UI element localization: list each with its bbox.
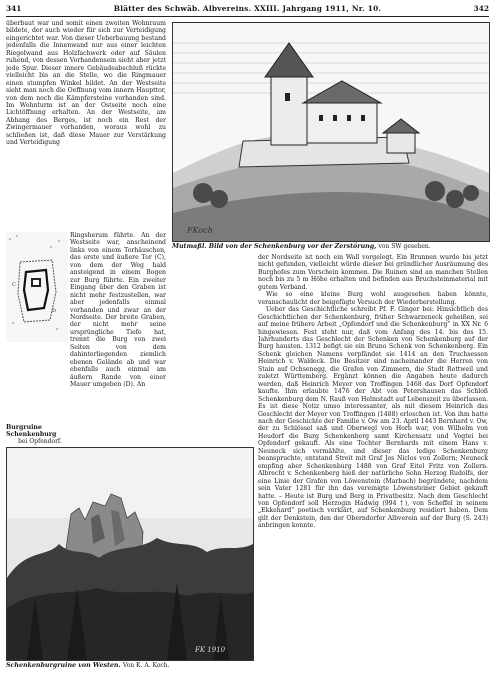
page-header: [6, 4, 489, 16]
ruin-photo: [6, 447, 254, 661]
left-column-beside-plan: [70, 232, 166, 432]
plan-caption-credit: bei Opfendorf.: [18, 438, 62, 445]
right-paragraph-3: Ueber das Geschichtliche schreibt Pf. F. Ginger bei: Hinsichtlich des Geschichtlichen der Schenkenburg, früher Schwarzeneck geheißen, sei auf meine frühere Arbeit „Opfendorf und die Schenkenburg“ in XX Nr. 6 hingewiesen. Fest steht nur, daß vom Anfang des 14. bis des 15. Jahrhunderts das Geschlecht der Schenken von Schenkenburg auf der Burg hausten. 1312 befigt sie ein Bruno Schenk von Schenkenberg. Ein Schenk gleichen Namens verpfändet sie 1414 an den Truchsessen Heinrich v. Waldeck. Die Besitzer sind nacheinander die Herren von Stain auf Ochsenegg, die Grafen von Zimmern, die Stadt Rottweil und zuletzt Württemberg. Ergänzt können die Angaben heute dadurch werden, daß Heinrich Meyer von Troffingen 1468 das Dorf Opfendorf kaufte. Ihm erlaubte 1476 der Abt von Petershausen das Schloß Schenkenburg dem N. Rauß von Helmstadt auf Lebenszeit zu überlassen. Es ist diese Notiz umso interessanter, als mit diesem Heinrich das Geschlecht der Meyer von Troffingen (1488) erloschen ist. Von ihm hatte nach der Geschichte der Familie v. Ow am 23. April 1443 Bernhard v. Ow, der zu Schlössel saß und Oberwegl von Horb war, von Wilhelm von Heudorf die Burg Schenkenberg samt Kirchensatz und Vogtei bei Opfendorf gekauft. Als eine Tochter Bernhards mit einem Hans v. Neuneck sich vermählte, und dieser das ledige Schenkenburg beanspruchte, entstand Streit mit Graf Jos Niclos von Zollern; Neuneck empfing aber Schenkenburg 1488 von Graf Eitel Fritz von Zollern. Albrecht v. Schenkenberg hieß der natürliche Sohn Herzog Rudolfs, der eine Linie der Grafen von Löwenstein (Marbach) begründete, nachdem sein Vater 1281 für ihn das vereinigte Löwensteiner Gebiet gekauft hatte. – Heute ist Burg und Berg in Privatbesitz. Nach dem Geschlecht von Opfendorf soll Herzogin Hadwig (994 †), von Scheffel in seinem „Ekkehard“ poetisch verklärt, auf Schenkenburg residiert haben. Dem gilt der Denkstein, den der Oberndorfer Albverein auf der Burg (S. 243) anbringen konnte.: [258, 306, 488, 530]
plan-caption-title: Burgruine Schenkenburg: [6, 424, 57, 438]
photo-signature: FK 1910: [195, 646, 226, 654]
top-figure-signature: FKoch: [187, 226, 213, 235]
right-lead-paragraph: der Nordseite ist noch ein Wall vorgelegt. Ein Brunnen wurde bis jetzt nicht gefunden, vielleicht würde dieser bei gründlicher Ausräumung des Burghofes zum Vorschein kommen. Die Ruinen sind an manchen Stellen noch bis zu 5 m Höhe erhalten und befinden aus Bruchsteinmaterial mit gutem Verband.: [258, 254, 488, 291]
ruin-photo-caption: [6, 662, 252, 669]
castle-plan-figure: [6, 232, 68, 342]
header-rule: [6, 16, 489, 17]
plan-caption: [6, 424, 76, 445]
left-column-top: [6, 20, 166, 228]
reconstruction-caption: [172, 243, 488, 250]
reconstruction-illustration: [172, 22, 490, 242]
ruin-caption-title: Schenkenburgruine von Westen.: [6, 662, 121, 669]
journal-title: Blätter des Schwäb. Albvereins. XXIII. Jahrgang 1911, Nr. 10.: [113, 4, 382, 13]
left-top-paragraph: überbaut war und somit einen zweiten Wohnraum bildete, der auch wieder für sich zur Verteidigung eingerichtet war. Von dieser Ueberbauung bestand jedenfalls die Innenwand nur aus einer leichten Riegelwand aus Holzfachwerk oder auf Säulen ruhend, von dessen Vorhandensein sieht aber jetzt jede Spur. Dieser innere Gebäudeabschluß rückte vielleicht bis an die Stelle, wo die Ringmauer einen stumpfen Winkel bildet. An der Westseite sieht man noch die Oeffnung vom innern Haupttor, von dem noch die Kämpfersteine vorhanden sind. Im Wohnturm ist an der Ostseite noch eine Lichtöffnung erhalten. An der Westseite, am Abhang des Berges, ist noch ein Rest der Zwingermauer vorhanden, woraus wohl zu schließen ist, daß diese Mauer zur Verstärkung und Verteidigung: [6, 20, 166, 147]
reconstruction-caption-title: Mutmaßl. Bild von der Schenkenburg vor der Zerstörung,: [172, 243, 377, 250]
reconstruction-caption-rest: von SW gesehen.: [378, 243, 431, 250]
page-number-right: 342: [473, 4, 489, 13]
ruin-caption-rest: Von K. A. Koch.: [122, 662, 170, 669]
beside-plan-paragraph: Ringsherum führte. An der Westseite war, anscheinend links von einem Torhäuschen, das erste und äußere Tor (C), von dem der Weg hald ansteigend in einem Bogen zur Burg führte. Ein zweiter Eingang über den Graben ist nicht mehr festzustellen, war aber jedenfalls einmal vorhanden und zwar an der Nordseite. Der breite Graben, der nicht mehr seine ursprüngliche Tiefe hat, trennt die Burg von zwei Seiten von dem dahinterliegenden ziemlich ebenen Gelände ab und war ebenfalls auch einmal am äußern Rande von einer Mauer umgeben (D). An: [70, 232, 166, 389]
svg-text:C: C: [12, 282, 16, 288]
ruin-photo-drawing: [7, 448, 253, 660]
page-number-left: 341: [6, 4, 22, 13]
right-paragraph-2: Wie so eine kleine Burg wohl ausgesehen haben könnte, veranschaulicht der beigefügte Versuch der Wiederherstellung.: [258, 291, 488, 306]
castle-plan-drawing: [6, 232, 68, 342]
castle-reconstruction-drawing: [173, 23, 489, 241]
right-column: [258, 254, 488, 668]
svg-text:D: D: [52, 308, 57, 314]
